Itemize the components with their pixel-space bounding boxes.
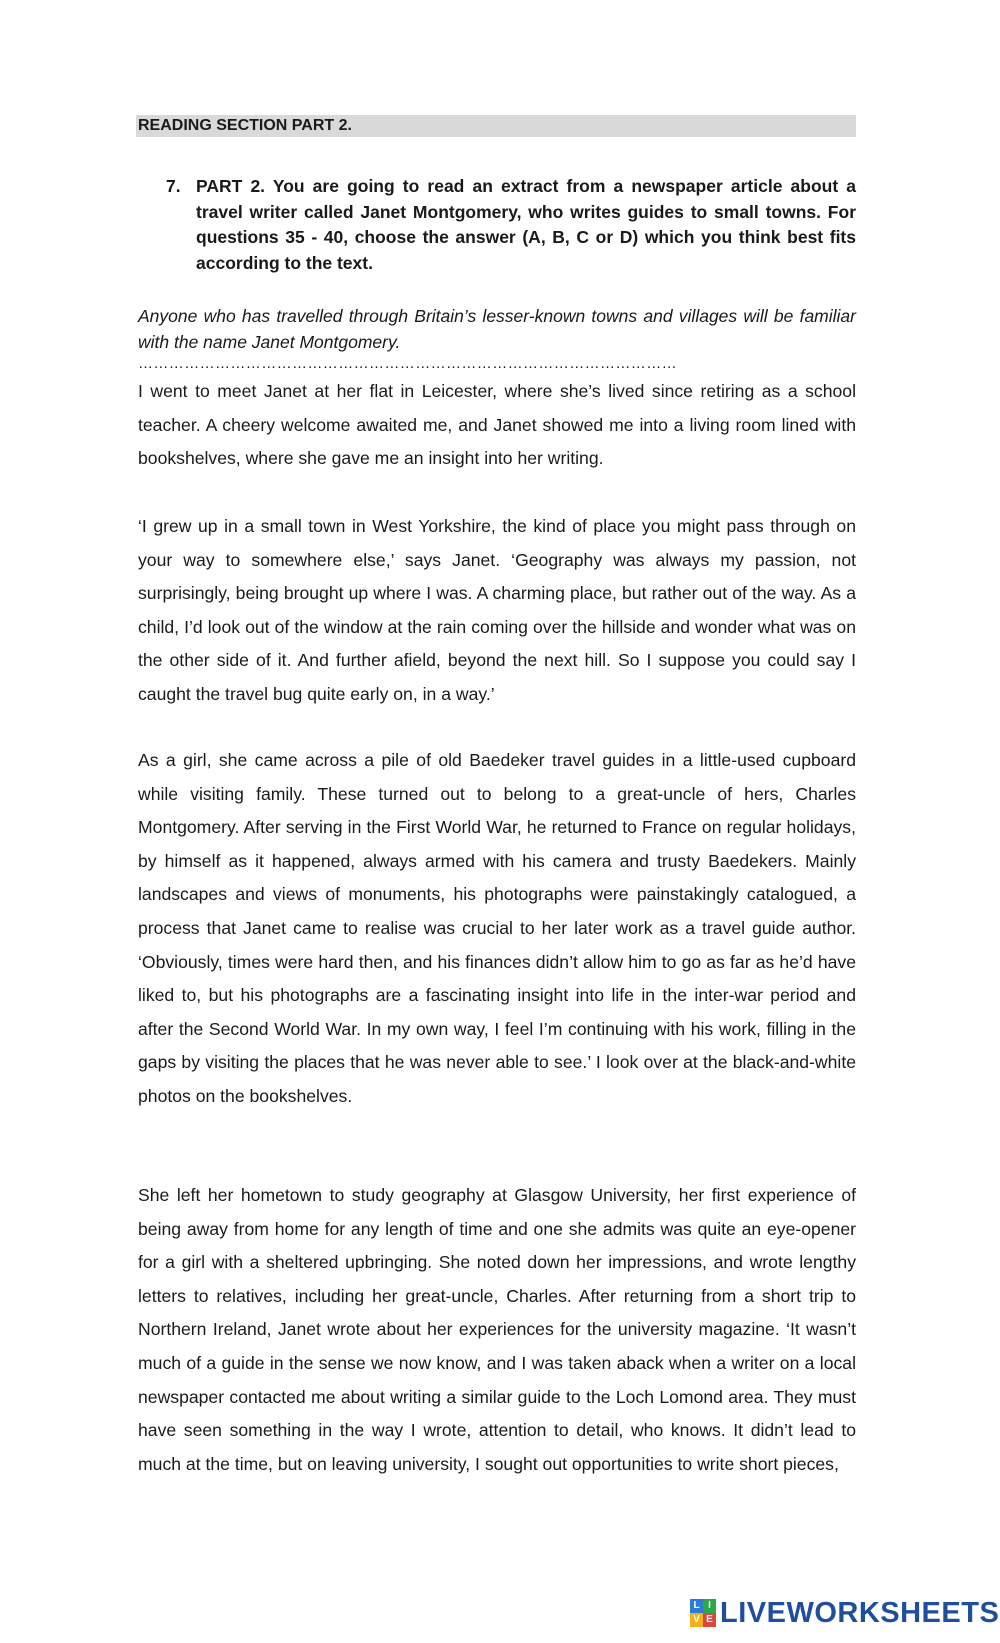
task-number: 7.	[166, 176, 181, 196]
task-text: PART 2. You are going to read an extract from a newspaper article about a travel writer called Janet Montgomery, who writes guides to small towns. For questions 35 - 40, choose the answer (A, B, C or D) which you think best fits according to the text.	[196, 176, 856, 273]
article-paragraph: She left her hometown to study geography at Glasgow University, her first experience of being away from home for any length of time and one she admits was quite an eye-opener for a girl with a sheltered upbringing. She noted down her impressions, and wrote lengthy letters to relatives, including her great-uncle, Charles. After returning from a short trip to Northern Ireland, Janet wrote about her experiences for the university magazine. ‘It wasn’t much of a guide in the sense we now know, and I was taken aback when a writer on a local newspaper contacted me about writing a similar guide to the Loch Lomond area. They must have seen something in the way I wrote, attention to detail, who knows. It didn’t lead to much at the time, but on leaving university, I sought out opportunities to write short pieces,	[138, 1185, 856, 1474]
article-paragraph: ‘I grew up in a small town in West Yorkshire, the kind of place you might pass through on your way to somewhere else,’ says Janet. ‘Geography was always my passion, not surprisingly, being brought up where I was. A charming place, but rather out of the way. As a child, I’d look out of the window at the rain coming over the hillside and wonder what was on the other side of it. And further afield, beyond the next hill. So I suppose you could say I caught the travel bug quite early on, in a way.’	[138, 516, 856, 704]
liveworksheets-logo[interactable]	[690, 1596, 999, 1630]
brand-name: LIVEWORKSHEETS	[720, 1596, 1000, 1629]
gap-dotted-line: ……………………………………………………………………………………………	[138, 356, 677, 372]
article-intro: Anyone who has travelled through Britain’s lesser-known towns and villages will be familiar with the name Janet Montgomery.	[138, 306, 856, 352]
article-paragraph: I went to meet Janet at her flat in Leicester, where she’s lived since retiring as a school teacher. A cheery welcome awaited me, and Janet showed me into a living room lined with bookshelves, where she gave me an insight into her writing.	[138, 381, 856, 469]
task-instructions	[166, 174, 856, 276]
section-title: READING SECTION PART 2.	[136, 115, 856, 137]
logo-icon: L I V E	[690, 1599, 716, 1627]
article-paragraph: As a girl, she came across a pile of old Baedeker travel guides in a little-used cupboard while visiting family. These turned out to belong to a great-uncle of hers, Charles Montgomery. After serving in the First World War, he returned to France on regular holidays, by himself as it happened, always armed with his camera and trusty Baedekers. Mainly landscapes and views of monuments, his photographs were painstakingly catalogued, a process that Janet came to realise was crucial to her later work as a travel guide author. ‘Obviously, times were hard then, and his finances didn’t allow him to go as far as he’d have liked to, but his photographs are a fascinating insight into life in the inter-war period and after the Second World War. In my own way, I feel I’m continuing with his work, filling in the gaps by visiting the places that he was never able to see.’ I look over at the black-and-white photos on the bookshelves.	[138, 750, 856, 1106]
